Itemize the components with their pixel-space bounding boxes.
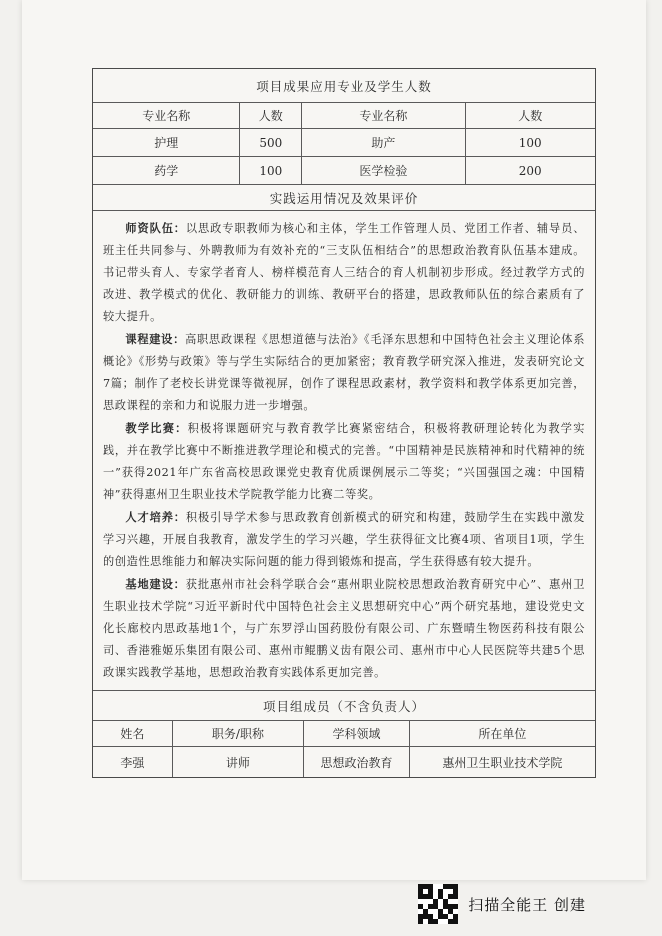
major-name-cell: 护理	[93, 129, 240, 156]
header-name: 姓名	[93, 721, 173, 746]
member-unit-cell: 惠州卫生职业技术学院	[442, 755, 563, 770]
header-count-2: 人数	[518, 109, 543, 123]
paragraph-base	[103, 573, 585, 684]
practice-section-title: 实践运用情况及效果评价	[269, 190, 419, 206]
table-row	[93, 157, 595, 185]
paragraph-text: 获批惠州市社会科学联合会“惠州职业院校思想政治教育研究中心”、惠州卫生职业技术学院“习近平新时代中国特色社会主义思想研究中心”两个研究基地，建设党史文化长廊校内思政基地1个，与广东罗浮山国药股份有限公司、广东暨晴生物医药科技有限公司、香港雅姬乐集团有限公司、惠州市鲲鹏义齿有限公司、惠州市中心人民医院等共建5个思政课实践教学基地，思想政治教育实践体系更加完善。	[103, 578, 585, 679]
paragraph-label: 基地建设：	[125, 577, 186, 591]
scanner-watermark	[418, 884, 586, 924]
paragraph-label: 人才培养：	[125, 510, 186, 524]
project-form-table	[92, 68, 596, 778]
major-name-cell: 医学检验	[302, 157, 465, 184]
students-section-title-row	[93, 69, 595, 103]
table-row	[93, 129, 595, 157]
count-cell: 200	[518, 163, 542, 178]
header-discipline: 学科领域	[304, 721, 410, 746]
major-name-cell: 助产	[302, 129, 465, 156]
practice-body-row	[93, 211, 595, 691]
member-title-cell: 讲师	[173, 747, 304, 777]
paragraph-teachers	[103, 217, 585, 328]
practice-body	[93, 211, 595, 690]
paragraph-label: 教学比赛：	[125, 421, 188, 435]
major-name-cell: 药学	[93, 157, 240, 184]
members-header-row	[93, 721, 595, 747]
scanner-text: 扫描全能王 创建	[468, 895, 586, 914]
members-section-title-row	[93, 691, 595, 721]
header-major-name-2: 专业名称	[302, 103, 465, 128]
count-cell: 500	[240, 129, 302, 156]
count-cell: 100	[240, 157, 302, 184]
students-header-row	[93, 103, 595, 129]
members-section-title: 项目组成员（不含负责人）	[262, 698, 425, 714]
paragraph-label: 课程建设：	[125, 332, 186, 346]
students-section-title: 项目成果应用专业及学生人数	[256, 78, 432, 94]
paragraph-talent	[103, 506, 585, 573]
header-unit: 所在单位	[478, 727, 527, 741]
header-title: 职务/职称	[173, 721, 304, 746]
table-row	[93, 747, 595, 777]
header-count-1: 人数	[240, 103, 302, 128]
paragraph-competition	[103, 417, 585, 506]
header-major-name-1: 专业名称	[93, 103, 240, 128]
member-discipline-cell: 思想政治教育	[304, 747, 410, 777]
paragraph-text: 以思政专职教师为核心和主体，学生工作管理人员、党团工作者、辅导员、班主任共同参与、外聘教师为有效补充的“三支队伍相结合”的思想政治教育队伍基本建成。书记带头育人、专家学者育人、榜样模范育人三结合的育人机制初步形成。经过教学方式的改进、教学模式的优化、教研能力的训练、教研平台的搭建，思政教师队伍的综合素质有了较大提升。	[103, 222, 585, 323]
document-page	[22, 0, 646, 880]
paragraph-text: 积极将课题研究与教育教学比赛紧密结合，积极将教研理论转化为教学实践，并在教学比赛中不断推进教学理论和模式的完善。“中国精神是民族精神和时代精神的统一”获得2021年广东省高校思政课党史教育优质课例展示二等奖；“兴国强国之魂：中国精神”获得惠州卫生职业技术学院教学能力比赛二等奖。	[103, 422, 585, 501]
paragraph-text: 高职思政课程《思想道德与法治》《毛泽东思想和中国特色社会主义理论体系概论》《形势与政策》等与学生实际结合的更加紧密；教育教学研究深入推进，发表研究论文7篇；制作了老校长讲党课等微视屏，创作了课程思政素材，教学资料和教学体系更加完善，思政课程的亲和力和说服力进一步增强。	[103, 333, 585, 412]
count-cell: 100	[518, 135, 542, 150]
paragraph-label: 师资队伍：	[125, 221, 186, 235]
paragraph-text: 积极引导学术参与思政教育创新模式的研究和构建，鼓励学生在实践中激发学习兴趣，开展自我教育，激发学生的学习兴趣，学生获得征文比赛4项、省项目1项，学生的创造性思维能力和解决实际问题的能力得到锻炼和提高，学生获得感有较大提升。	[103, 511, 585, 568]
paragraph-curriculum	[103, 328, 585, 417]
member-name-cell: 李强	[93, 747, 173, 777]
practice-section-title-row	[93, 185, 595, 211]
qr-code-icon	[418, 884, 458, 924]
